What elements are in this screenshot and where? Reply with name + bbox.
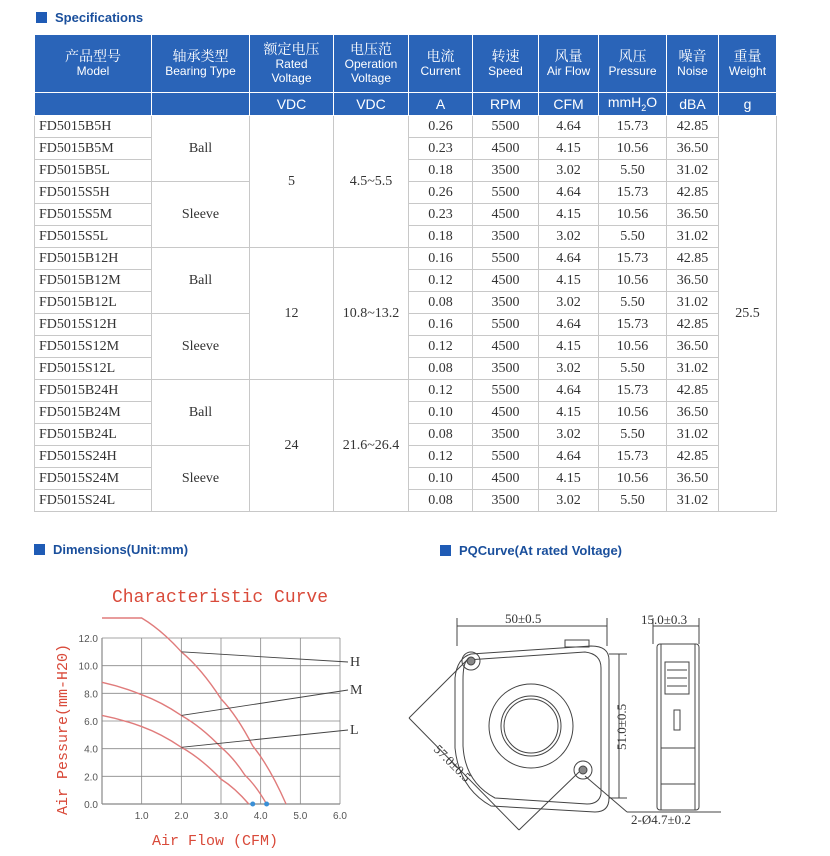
speed-cell: 3500 [473, 226, 539, 248]
width-dimension [457, 611, 607, 646]
fan-front-view [455, 640, 609, 812]
pressure-cell: 10.56 [599, 138, 667, 160]
pressure-cell: 10.56 [599, 336, 667, 358]
pressure-cell: 15.73 [599, 314, 667, 336]
unit-noise: dBA [667, 93, 719, 116]
series-label-l: L [350, 723, 359, 738]
y-tick-label: 6.0 [84, 717, 98, 728]
x-tick-label: 4.0 [253, 811, 268, 822]
air-flow-cell: 4.64 [539, 446, 599, 468]
current-cell: 0.12 [409, 446, 473, 468]
current-cell: 0.12 [409, 380, 473, 402]
bearing-type-cell: Sleeve [152, 182, 250, 248]
unit-operation-voltage: VDC [334, 93, 409, 116]
speed-cell: 4500 [473, 468, 539, 490]
chart-y-axis-label: Air Pessure(mm-H20) [55, 643, 72, 815]
current-cell: 0.16 [409, 314, 473, 336]
air-flow-cell: 3.02 [539, 226, 599, 248]
unit-pressure: mmH$_2$O [599, 93, 667, 116]
series-label-h: H [350, 655, 361, 670]
unit-empty-model [35, 93, 152, 116]
rated-voltage-cell: 5 [250, 116, 334, 248]
pressure-cell: 10.56 [599, 204, 667, 226]
air-flow-cell: 4.64 [539, 380, 599, 402]
current-cell: 0.10 [409, 402, 473, 424]
header-air-flow: 风量 Air Flow [539, 35, 599, 93]
noise-cell: 42.85 [667, 182, 719, 204]
model-cell: FD5015S24M [35, 468, 152, 490]
specifications-table [34, 34, 777, 512]
speed-cell: 5500 [473, 314, 539, 336]
specifications-title [36, 10, 143, 25]
speed-cell: 3500 [473, 424, 539, 446]
speed-cell: 5500 [473, 248, 539, 270]
bearing-type-cell: Ball [152, 380, 250, 446]
noise-cell: 42.85 [667, 446, 719, 468]
y-tick-label: 2.0 [84, 772, 98, 784]
noise-cell: 31.02 [667, 490, 719, 512]
operation-voltage-cell: 4.5~5.5 [334, 116, 409, 248]
operation-voltage-cell: 10.8~13.2 [334, 248, 409, 380]
noise-cell: 31.02 [667, 226, 719, 248]
noise-cell: 36.50 [667, 336, 719, 358]
pqcurve-title-text: PQCurve(At rated Voltage) [459, 543, 623, 558]
speed-cell: 3500 [473, 160, 539, 182]
pressure-cell: 15.73 [599, 182, 667, 204]
noise-cell: 31.02 [667, 424, 719, 446]
current-cell: 0.23 [409, 138, 473, 160]
header-operation-voltage: 电压范 Operation Voltage [334, 35, 409, 93]
table-row [35, 248, 777, 270]
pressure-cell: 5.50 [599, 490, 667, 512]
air-flow-cell: 4.15 [539, 402, 599, 424]
air-flow-cell: 4.15 [539, 468, 599, 490]
noise-cell: 42.85 [667, 380, 719, 402]
model-cell: FD5015B5H [35, 116, 152, 138]
unit-speed: RPM [473, 93, 539, 116]
noise-cell: 31.02 [667, 358, 719, 380]
series-label-m: M [350, 683, 363, 698]
model-cell: FD5015B5L [35, 160, 152, 182]
unit-empty-bearing [152, 93, 250, 116]
specifications-body [35, 116, 777, 512]
speed-cell: 4500 [473, 270, 539, 292]
current-cell: 0.12 [409, 336, 473, 358]
header-bearing-type: 轴承类型 Bearing Type [152, 35, 250, 93]
bullet-square-icon [34, 544, 45, 555]
noise-cell: 36.50 [667, 204, 719, 226]
air-flow-cell: 3.02 [539, 358, 599, 380]
characteristic-curve-chart [40, 570, 363, 850]
pqcurve-title [440, 543, 622, 558]
noise-cell: 36.50 [667, 402, 719, 424]
current-cell: 0.12 [409, 270, 473, 292]
current-cell: 0.23 [409, 204, 473, 226]
air-flow-cell: 4.64 [539, 248, 599, 270]
air-flow-cell: 3.02 [539, 490, 599, 512]
height-dimension-label: 51.0±0.5 [614, 703, 629, 750]
header-speed: 转速 Speed [473, 35, 539, 93]
height-dimension [609, 654, 629, 798]
noise-cell: 31.02 [667, 160, 719, 182]
model-cell: FD5015B24M [35, 402, 152, 424]
diagonal-dimension-label: 57.0±0.5 [430, 741, 475, 785]
header-model: 产品型号 Model [35, 35, 152, 93]
model-cell: FD5015S5H [35, 182, 152, 204]
pressure-cell: 15.73 [599, 248, 667, 270]
air-flow-cell: 3.02 [539, 424, 599, 446]
axis-marker-dot [250, 802, 255, 807]
bearing-type-cell: Ball [152, 116, 250, 182]
model-cell: FD5015S12L [35, 358, 152, 380]
current-cell: 0.10 [409, 468, 473, 490]
noise-cell: 42.85 [667, 248, 719, 270]
speed-cell: 5500 [473, 380, 539, 402]
model-cell: FD5015S12M [35, 336, 152, 358]
chart-title: Characteristic Curve [112, 588, 329, 608]
pressure-cell: 10.56 [599, 402, 667, 424]
model-cell: FD5015B5M [35, 138, 152, 160]
hole-callout [585, 776, 721, 827]
dimensions-title [34, 542, 188, 557]
speed-cell: 4500 [473, 204, 539, 226]
pressure-cell: 10.56 [599, 468, 667, 490]
table-row [35, 116, 777, 138]
model-cell: FD5015B12L [35, 292, 152, 314]
axis-marker-dot [264, 802, 269, 807]
x-tick-label: 2.0 [174, 811, 189, 822]
unit-weight: g [719, 93, 777, 116]
series-leader-line [181, 690, 348, 715]
unit-current: A [409, 93, 473, 116]
current-cell: 0.08 [409, 490, 473, 512]
air-flow-cell: 3.02 [539, 160, 599, 182]
pressure-cell: 15.73 [599, 446, 667, 468]
air-flow-cell: 4.15 [539, 270, 599, 292]
table-row [35, 380, 777, 402]
bearing-type-cell: Sleeve [152, 446, 250, 512]
current-cell: 0.26 [409, 182, 473, 204]
header-current: 电流 Current [409, 35, 473, 93]
y-tick-label: 0.0 [84, 800, 98, 811]
bullet-square-icon [440, 545, 451, 556]
model-cell: FD5015B12H [35, 248, 152, 270]
unit-rated-voltage: VDC [250, 93, 334, 116]
pressure-cell: 15.73 [599, 116, 667, 138]
width-dimension-label: 50±0.5 [505, 611, 542, 626]
hole-callout-label: 2-Ø4.7±0.2 [631, 812, 691, 827]
speed-cell: 4500 [473, 138, 539, 160]
y-tick-label: 12.0 [78, 634, 98, 645]
chart-x-axis-label: Air Flow (CFM) [152, 833, 279, 850]
model-cell: FD5015S5M [35, 204, 152, 226]
current-cell: 0.08 [409, 358, 473, 380]
current-cell: 0.16 [409, 248, 473, 270]
x-tick-label: 5.0 [293, 811, 308, 822]
specifications-title-text: Specifications [55, 10, 144, 25]
diagonal-dimension [409, 658, 579, 830]
speed-cell: 4500 [473, 336, 539, 358]
air-flow-cell: 4.15 [539, 138, 599, 160]
model-cell: FD5015S5L [35, 226, 152, 248]
speed-cell: 5500 [473, 182, 539, 204]
x-tick-label: 3.0 [214, 811, 228, 822]
model-cell: FD5015S24H [35, 446, 152, 468]
air-flow-cell: 4.64 [539, 314, 599, 336]
model-cell: FD5015B12M [35, 270, 152, 292]
x-tick-label: 6.0 [333, 811, 347, 822]
operation-voltage-cell: 21.6~26.4 [334, 380, 409, 512]
model-cell: FD5015B24L [35, 424, 152, 446]
air-flow-cell: 4.64 [539, 116, 599, 138]
current-cell: 0.18 [409, 160, 473, 182]
speed-cell: 5500 [473, 116, 539, 138]
pressure-cell: 5.50 [599, 226, 667, 248]
speed-cell: 5500 [473, 446, 539, 468]
x-tick-label: 1.0 [134, 811, 149, 822]
pressure-cell: 5.50 [599, 292, 667, 314]
y-tick-label: 8.0 [84, 689, 98, 701]
noise-cell: 42.85 [667, 314, 719, 336]
dimension-drawing [395, 598, 735, 848]
rated-voltage-cell: 24 [250, 380, 334, 512]
series-line-m [102, 682, 267, 804]
current-cell: 0.26 [409, 116, 473, 138]
pressure-cell: 5.50 [599, 424, 667, 446]
rated-voltage-cell: 12 [250, 248, 334, 380]
bearing-type-cell: Ball [152, 248, 250, 314]
speed-cell: 3500 [473, 358, 539, 380]
air-flow-cell: 4.64 [539, 182, 599, 204]
air-flow-cell: 4.15 [539, 336, 599, 358]
thickness-dimension-label: 15.0±0.3 [641, 612, 688, 627]
y-tick-label: 4.0 [84, 744, 98, 756]
header-pressure: 风压 Pressure [599, 35, 667, 93]
chart-ticks [79, 634, 348, 822]
bullet-square-icon [36, 12, 47, 23]
model-cell: FD5015S24L [35, 490, 152, 512]
header-weight: 重量 Weight [719, 35, 777, 93]
series-leader-line [181, 652, 348, 662]
noise-cell: 36.50 [667, 270, 719, 292]
current-cell: 0.08 [409, 424, 473, 446]
series-line-l [102, 715, 249, 804]
noise-cell: 31.02 [667, 292, 719, 314]
y-tick-label: 10.0 [78, 661, 98, 673]
pressure-cell: 15.73 [599, 380, 667, 402]
chart-series [102, 618, 363, 807]
air-flow-cell: 4.15 [539, 204, 599, 226]
current-cell: 0.08 [409, 292, 473, 314]
noise-cell: 36.50 [667, 468, 719, 490]
header-noise: 噪音 Noise [667, 35, 719, 93]
weight-cell: 25.5 [719, 116, 777, 512]
speed-cell: 3500 [473, 490, 539, 512]
header-rated-voltage: 额定电压 Rated Voltage [250, 35, 334, 93]
model-cell: FD5015S12H [35, 314, 152, 336]
air-flow-cell: 3.02 [539, 292, 599, 314]
noise-cell: 42.85 [667, 116, 719, 138]
current-cell: 0.18 [409, 226, 473, 248]
bearing-type-cell: Sleeve [152, 314, 250, 380]
noise-cell: 36.50 [667, 138, 719, 160]
fan-side-view [641, 612, 699, 810]
dimensions-title-text: Dimensions(Unit:mm) [53, 542, 189, 557]
pressure-cell: 5.50 [599, 358, 667, 380]
model-cell: FD5015B24H [35, 380, 152, 402]
unit-air-flow: CFM [539, 93, 599, 116]
speed-cell: 4500 [473, 402, 539, 424]
pressure-cell: 10.56 [599, 270, 667, 292]
speed-cell: 3500 [473, 292, 539, 314]
pressure-cell: 5.50 [599, 160, 667, 182]
